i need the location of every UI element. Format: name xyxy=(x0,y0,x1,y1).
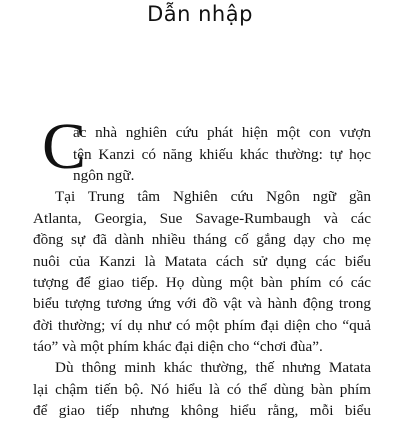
paragraph-line: ác nhà nghiên cứu phát hiện một con vượn xyxy=(73,124,371,141)
chapter-title: Dẫn nhập xyxy=(147,2,253,26)
paragraph-line: nuôi của Kanzi là Matata cách sử dụng các biểu xyxy=(33,253,371,270)
paragraph-line: tên Kanzi có năng khiếu khác thường: tự học xyxy=(73,146,371,163)
paragraph-line: để giao tiếp nhưng không hiểu rằng, mỗi biểu xyxy=(33,402,371,419)
paragraph-line: ngôn ngữ. xyxy=(73,167,135,184)
paragraph-line: lại chậm tiến bộ. Nó hiểu là có thể dùng bàn phím xyxy=(33,381,371,398)
paragraph-line: tượng để giao tiếp. Họ dùng một bàn phím có các xyxy=(33,274,371,291)
drop-cap: C xyxy=(42,110,87,183)
paragraph-line: Tại Trung tâm Nghiên cứu Ngôn ngữ gần xyxy=(55,188,371,205)
paragraph-line: Dù thông minh khác thường, thế nhưng Matata xyxy=(55,359,371,376)
paragraph-line: Atlanta, Georgia, Sue Savage-Rumbaugh và các xyxy=(33,210,371,227)
paragraph-line: biểu tượng tương ứng với đồ vật và hành động trong xyxy=(33,295,371,312)
paragraph-line: đồng sự đã dành nhiều tháng cố gắng dạy cho mẹ xyxy=(33,231,371,248)
paragraph-line: táo” và một phím khác đại diện cho “chơi đùa”. xyxy=(33,338,323,355)
paragraph-line: đời thường; ví dụ như có một phím đại diện cho “quả xyxy=(33,317,371,334)
